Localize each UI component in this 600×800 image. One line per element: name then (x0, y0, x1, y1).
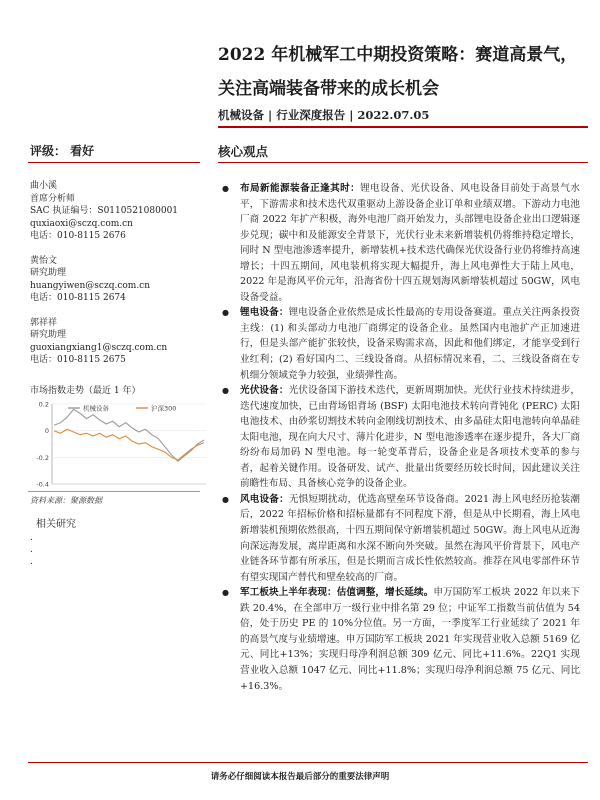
bullet-icon: ● (222, 494, 229, 504)
analyst-email[interactable]: guoxiangxiang1@sczq.com.cn (30, 342, 168, 353)
y-tick-label: -0.2 (36, 453, 49, 462)
related-research-list (30, 532, 33, 568)
core-view-text: 无惧短期扰动，优选高壁垒环节设备商。2021 海上风电经历抢装潮后，2022 年招标价格和招标量都有不同程度下滑，但是从中长期看，海上风电新增装机预期依然很高，十四五期间保守新增装机超过 50GW。海上风电从近海向深远海发展，离岸距离和水深不断向外突破。虽然在海风平价背景下，风电产业链各环节都有所承压，但是长期而言成长性依然较高。推荐在风电零部件环节有望实现国产替代和壁垒较高的厂商。 (240, 493, 581, 583)
header-divider (218, 126, 588, 128)
core-view-heading: 军工板块上半年表现：估值调整，增长延续。 (240, 587, 434, 599)
core-view-heading: 布局新能源装备正逢其时： (240, 183, 361, 194)
analyst-phone: 电话：010-8115 2674 (30, 293, 126, 303)
y-tick-label: -0.4 (36, 480, 49, 489)
market-chart-title: 市场指数走势（最近 1 年） (30, 386, 141, 396)
core-view-heading: 光伏设备： (240, 385, 289, 397)
legend-label: 机械设备 (83, 404, 109, 413)
analyst-role: 首席分析师 (30, 193, 76, 204)
chart-divider (28, 491, 200, 492)
footer-divider (28, 762, 588, 763)
bullet-icon: ● (222, 386, 229, 396)
legal-disclaimer: 请务必仔细阅读本报告最后部分的重要法律声明 (210, 772, 390, 782)
analyst-name: 黄怡文 (30, 255, 58, 266)
analyst-name: 曲小溪 (30, 181, 58, 191)
chart-source: 资料来源：聚源数据 (30, 496, 102, 505)
analyst-card (30, 317, 210, 367)
analyst-role: 研究助理 (30, 330, 67, 340)
core-view-text: 锂电设备企业依然是成长性最高的专用设备赛道。重点关注两条投资主线：(1) 和头部动力电池厂商绑定的设备企业。虽然国内电池扩产正加速进行，但是头部产能扩张较快，设备采购需求高，因此和他们绑定，才能享受到行业红利；(2) 看好国内二、三线设备商。从招标情况来看，二、三线设备商在专机细分领域竞争力较强，业绩弹性高。 (240, 307, 581, 381)
related-research-title: 相关研究 (36, 519, 76, 530)
report-title: 2022 年机械军工中期投资策略：赛道高景气，关注高端装备带来的成长机会 (218, 45, 578, 99)
analyst-role: 研究助理 (30, 268, 67, 278)
core-divider (218, 162, 588, 163)
core-view-item (222, 383, 580, 492)
bullet-icon: ● (222, 308, 229, 318)
analyst-card (30, 180, 210, 243)
core-view-heading: 风电设备： (240, 493, 289, 505)
core-view-text: 光伏设备国下游技术迭代，更新周期加快。光伏行业技术持续进步，迭代速度加快，已由背场铝背场 (BSF) 太阳电池技术转向背钝化 (PERC) 太阳电池技术、由砂浆切割技术转向金刚线切割技术、由多晶硅太阳电池转向单晶硅太阳电池，现在向大尺寸、薄片化进步，N 型电池渗透率在逐步提升，各大厂商纷纷布局加码 N 型电池。每一轮变革背后，设备企业是各项技术变革的参与者，起着关键作用。设备研发、试产、批量出货要经历较长时间，因此建议关注前瞻性布局、具备核心竞争的设备企业。 (240, 385, 581, 490)
rating-label: 评级： 看好 (30, 144, 95, 158)
analyst-phone: 电话：010-8115 2675 (30, 355, 126, 365)
legend-label: 沪深300 (151, 404, 177, 413)
bullet-icon: ● (222, 588, 229, 598)
core-views-list (222, 181, 580, 694)
bullet-icon: ● (222, 184, 229, 193)
core-view-text: 申万国防军工板块 2022 年以来下跌 20.4%，在全部申万一级行业中排名第 29 位；中证军工指数当前估值为 54 倍，处于历史 PE 的 10%分位值。另一方面，一季度军工行业延续了 2021 年的高景气度与业绩增速。申万国防军工板块 2021 年实现营业收入总额 5169 亿元、同比+13%；实现归母净利润总额 309 亿元、同比+11.6%。22Q1 实现营业收入总额 1047 亿元、同比+11.8%；实现归母净利润总额 75 亿元、同比+16.3%。 (240, 587, 581, 692)
core-view-item (222, 585, 580, 694)
related-item[interactable]: . (30, 545, 33, 555)
related-item[interactable]: . (30, 557, 33, 567)
analyst-sac: SAC 执证编号：S0110521080001 (30, 206, 179, 216)
core-view-item (222, 181, 580, 305)
core-views-title: 核心观点 (218, 144, 269, 159)
y-tick-label: 0.2 (38, 400, 49, 409)
analyst-phone: 电话：010-8115 2676 (30, 231, 126, 241)
analyst-name: 郭祥祥 (30, 317, 58, 328)
related-item[interactable]: . (30, 533, 33, 543)
rating-divider (28, 162, 200, 163)
core-view-item (222, 492, 580, 585)
core-view-text: 锂电设备、光伏设备、风电设备目前处于高景气水平，下游需求和技术迭代双重驱动上游设备企业订单和业绩双增。下游动力电池厂商 2022 年扩产积极，海外电池厂商开始发力，头部锂电设备企业出口逻辑逐步兑现；碳中和及能源安全背景下，光伏行业未来新增装机仍将维持稳定增长，同时 N 型电池渗透率提升，新增装机+技术迭代确保光伏设备行业仍将维持高速增长；十四五期间，风电装机将实现大幅提升，海上风电弹性大于陆上风电，2022 年是海风平价元年，沿海省份十四五规划海风新增装机超过 50GW，风电设备受益。 (240, 183, 581, 303)
analyst-email[interactable]: quxiaoxi@sczq.com.cn (30, 218, 133, 229)
core-view-heading: 锂电设备： (240, 307, 289, 319)
y-tick-label: 0 (44, 427, 49, 436)
report-subtitle: 机械设备 | 行业深度报告 | 2022.07.05 (218, 108, 430, 122)
market-index-chart (30, 398, 210, 490)
analyst-list (30, 180, 210, 379)
chart-background (30, 398, 210, 490)
analyst-email[interactable]: huangyiwen@sczq.com.cn (30, 280, 151, 291)
core-view-item (222, 305, 580, 383)
analyst-card (30, 255, 210, 305)
